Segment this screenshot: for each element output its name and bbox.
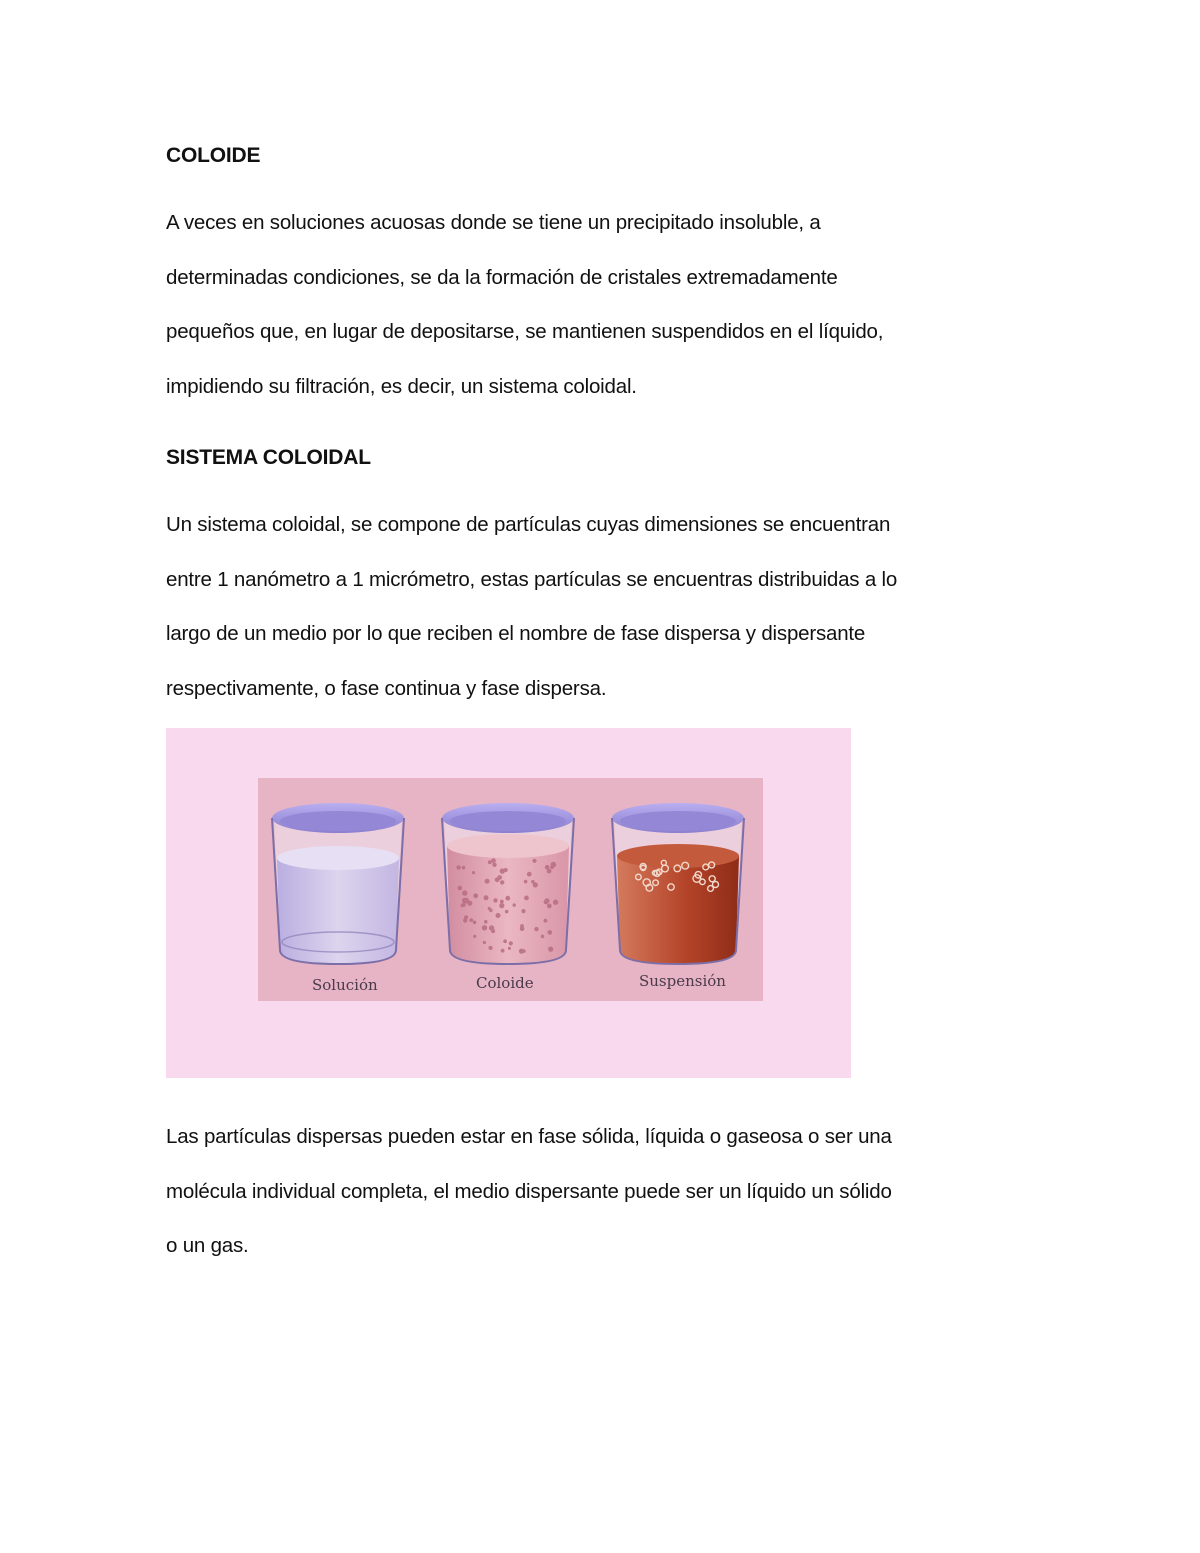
colloid-particle xyxy=(493,898,497,902)
colloid-particle xyxy=(500,880,504,884)
colloid-particle xyxy=(503,939,507,943)
colloid-particle xyxy=(509,941,513,945)
colloid-particle xyxy=(488,907,491,910)
colloid-particle xyxy=(547,869,552,874)
paragraph-sistema-coloidal xyxy=(166,498,897,716)
colloid-particle xyxy=(548,947,553,952)
paragraph-line: Las partículas dispersas pueden estar en fase sólida, líquida o gaseosa o ser una xyxy=(166,1125,892,1148)
paragraph-line: determinadas condiciones, se da la formación de cristales extremadamente xyxy=(166,265,838,289)
colloid-particle xyxy=(473,893,478,898)
colloid-particle xyxy=(464,915,468,919)
colloid-particle xyxy=(547,904,552,909)
colloid-particle xyxy=(524,880,528,884)
colloid-particle xyxy=(520,924,524,928)
colloid-particle xyxy=(462,866,466,870)
beaker-suspension xyxy=(612,803,744,964)
beaker-colloid xyxy=(442,803,574,964)
colloid-particle xyxy=(484,895,489,900)
colloid-particle xyxy=(545,898,550,903)
colloid-particle xyxy=(499,903,504,908)
colloid-particle xyxy=(501,949,505,953)
colloid-particle xyxy=(462,890,467,895)
colloid-particle xyxy=(496,913,501,918)
colloid-particle xyxy=(473,935,476,938)
colloid-particle xyxy=(500,900,504,904)
paragraph-line: o un gas. xyxy=(166,1234,249,1257)
colloid-particle xyxy=(488,860,492,864)
colloid-particle xyxy=(508,947,511,950)
colloid-particle xyxy=(548,930,553,935)
paragraph-line: molécula individual completa, el medio dispersante puede ser un líquido un sólido xyxy=(166,1179,892,1203)
heading-sistema-coloidal: SISTEMA COLOIDAL xyxy=(166,446,371,469)
colloid-particle xyxy=(505,910,509,914)
colloid-particle xyxy=(544,919,548,923)
paragraph-line: pequeños que, en lugar de depositarse, se mantienen suspendidos en el líquido, xyxy=(166,320,884,343)
colloid-particle xyxy=(458,886,463,891)
colloid-particle xyxy=(521,909,525,913)
colloid-particle xyxy=(495,877,500,882)
paragraph-line: A veces en soluciones acuosas donde se tiene un precipitado insoluble, a xyxy=(166,211,821,234)
beaker-solution xyxy=(272,803,404,964)
colloid-particle xyxy=(467,901,472,906)
colloid-particle xyxy=(472,871,475,874)
colloid-particle xyxy=(462,903,466,907)
colloid-particle xyxy=(485,879,490,884)
colloid-particle xyxy=(532,859,536,863)
label-coloide: Coloide xyxy=(476,974,534,992)
colloid-particle xyxy=(522,949,526,953)
colloid-particle xyxy=(491,858,496,863)
colloid-particle xyxy=(462,898,468,904)
colloid-particle xyxy=(504,868,508,872)
colloid-particle xyxy=(534,927,538,931)
colloid-particle xyxy=(492,863,496,867)
paragraph-particulas xyxy=(166,1110,892,1274)
paragraph-line: Un sistema coloidal, se compone de partículas cuyas dimensiones se encuentran xyxy=(166,513,891,536)
label-suspension: Suspensión xyxy=(639,972,726,990)
colloid-particle xyxy=(483,941,486,944)
colloid-particle xyxy=(513,903,516,906)
colloid-particle xyxy=(550,865,554,869)
colloid-particle xyxy=(484,920,488,924)
colloid-particle xyxy=(553,900,558,905)
colloid-particle xyxy=(469,918,473,922)
colloid-particle xyxy=(533,882,538,887)
beakers-figure xyxy=(166,728,851,1078)
colloid-particle xyxy=(505,896,510,901)
colloid-particle xyxy=(473,921,477,925)
paragraph-coloide xyxy=(166,196,883,414)
colloid-particle xyxy=(527,872,532,877)
paragraph-line: impidiendo su filtración, es decir, un sistema coloidal. xyxy=(166,374,637,398)
label-solucion: Solución xyxy=(312,976,378,994)
colloid-particle xyxy=(489,925,494,930)
beakers-illustration xyxy=(166,728,851,1078)
colloid-particle xyxy=(541,935,545,939)
paragraph-line: respectivamente, o fase continua y fase dispersa. xyxy=(166,676,607,700)
colloid-particle xyxy=(524,896,529,901)
paragraph-line: entre 1 nanómetro a 1 micrómetro, estas partículas se encuentras distribuidas a lo xyxy=(166,567,898,591)
colloid-particle xyxy=(456,865,460,869)
colloid-particle xyxy=(482,925,487,930)
colloid-particle xyxy=(488,946,492,950)
heading-coloide: COLOIDE xyxy=(166,144,261,167)
paragraph-line: largo de un medio por lo que reciben el nombre de fase dispersa y dispersante xyxy=(166,622,866,645)
